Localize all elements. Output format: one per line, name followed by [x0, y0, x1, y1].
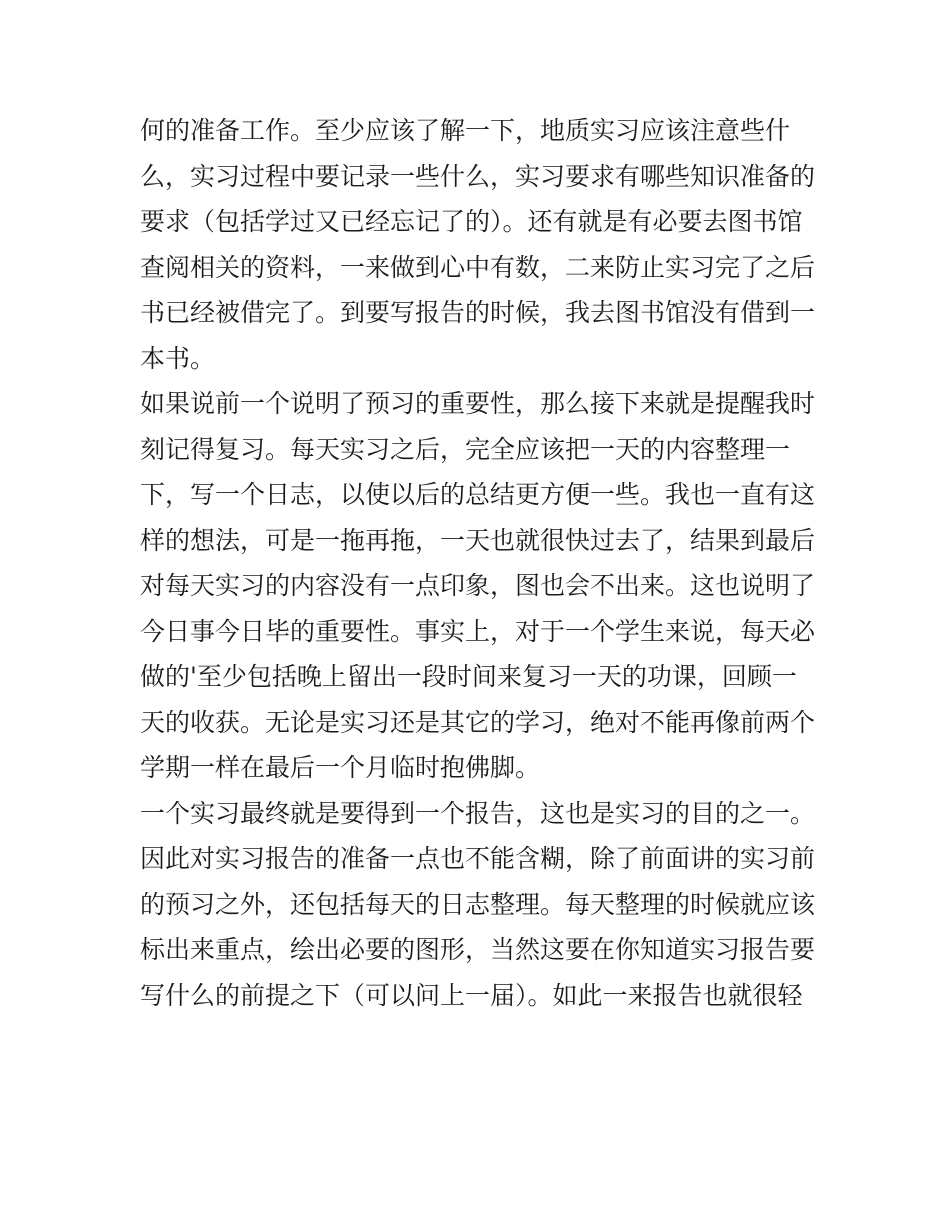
text-line: 书已经被借完了。到要写报告的时候，我去图书馆没有借到一 — [140, 298, 816, 327]
text-line: 下，写一个日志，以使以后的总结更方便一些。我也一直有这 — [140, 480, 816, 509]
text-line: 何的准备工作。至少应该了解一下，地质实习应该注意些什 — [140, 116, 791, 145]
body-text — [140, 108, 830, 1018]
text-line: 查阅相关的资料，一来做到心中有数，二来防止实习完了之后 — [140, 252, 816, 282]
text-line: 么，实习过程中要记录一些什么，实习要求有哪些知识准备的 — [140, 161, 816, 191]
text-line: 因此对实习报告的准备一点也不能含糊，除了前面讲的实习前 — [140, 844, 816, 873]
text-line: 学期一样在最后一个月临时抱佛脚。 — [140, 753, 541, 782]
text-line: 如果说前一个说明了预习的重要性，那么接下来就是提醒我时 — [140, 389, 816, 418]
text-line: 一个实习最终就是要得到一个报告，这也是实习的目的之一。 — [140, 798, 816, 828]
text-line: 标出来重点，绘出必要的图形，当然这要在你知道实习报告要 — [140, 935, 816, 964]
text-line: 要求（包括学过又已经忘记了的）。还有就是有必要去图书馆 — [140, 207, 803, 236]
text-line: 对每天实习的内容没有一点印象，图也会不出来。这也说明了 — [140, 571, 816, 600]
text-line: 写什么的前提之下（可以问上一届）。如此一来报告也就很轻 — [140, 980, 803, 1010]
text-line: 今日事今日毕的重要性。事实上，对于一个学生来说，每天必 — [140, 616, 816, 646]
text-line: 本书。 — [140, 343, 216, 373]
text-line: 的预习之外，还包括每天的日志整理。每天整理的时候就应该 — [140, 889, 816, 919]
text-line: 刻记得复习。每天实习之后，完全应该把一天的内容整理一 — [140, 434, 791, 464]
text-line: 天的收获。无论是实习还是其它的学习，绝对不能再像前两个 — [140, 707, 816, 737]
text-line: 样的想法，可是一拖再拖，一天也就很快过去了，结果到最后 — [140, 525, 816, 555]
text-line: 做的'至少包括晚上留出一段时间来复习一天的功课，回顾一 — [140, 662, 797, 691]
